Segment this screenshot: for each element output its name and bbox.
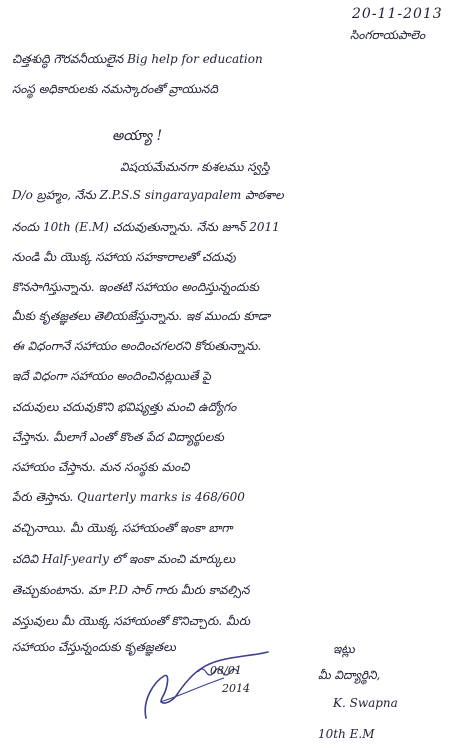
body-line-1: చిత్తశుద్ధి గౌరవనీయులైన Big help for education bbox=[12, 52, 263, 66]
stamp-date-2: 2014 bbox=[222, 682, 250, 695]
body-line-12: సహాయం చేస్తాను. మన సంస్థకు మంచి bbox=[12, 460, 190, 474]
body-line-16: తెచ్చుకుంటాను. మా P.D సార్ గారు మీరు కావల్సిన bbox=[12, 583, 250, 597]
body-line-18: సహాయం చేస్తున్నందుకు కృతజ్ఞతలు bbox=[12, 640, 176, 654]
letter-date: 20-11-2013 bbox=[352, 6, 443, 22]
body-line-15: చదివి Half-yearly లో ఇంకా మంచి మార్కులు bbox=[12, 552, 236, 566]
student-class: 10th E.M bbox=[318, 727, 375, 741]
signature-mark bbox=[140, 638, 290, 728]
body-line-11: చేస్తాను. మీలాగే ఎంతో కొంత పేద విద్యార్థులకు bbox=[12, 430, 224, 444]
body-line-8: ఈ విధంగానే సహాయం అందించగలరని కోరుతున్నాను. bbox=[12, 339, 262, 353]
body-line-9: ఇదే విధంగా సహాయం అందించినట్లయితే పై bbox=[12, 369, 211, 383]
stamp-date-1: 08/01 bbox=[210, 664, 242, 677]
body-line-6: కొనసాగిస్తున్నాను. ఇంతటి సహాయం అందిస్తున్నందుకు bbox=[12, 280, 259, 294]
body-line-17: వస్తువులు మీ యొక్క సహాయంతో కొనిచ్చారు. మీరు bbox=[12, 614, 250, 628]
closing: ఇట్లు bbox=[333, 642, 355, 656]
body-line-4: నందు 10th (E.M) చదువుతున్నాను. నేను జూన్ 2011 bbox=[12, 220, 280, 234]
subject-line: విషయమేమనగా కుశలము స్వస్తి bbox=[120, 160, 270, 174]
body-line-13: పేరు తెస్తాను. Quarterly marks is 468/600 bbox=[12, 490, 245, 504]
salutation: అయ్యా ! bbox=[112, 128, 163, 144]
body-line-10: చదువులు చదువుకొని భవిష్యత్తు మంచి ఉద్యోగం bbox=[12, 400, 237, 414]
body-line-7: మీకు కృతజ్ఞతలు తెలియజేస్తున్నాను. ఇక ముందు కూడా bbox=[12, 309, 271, 323]
body-line-14: వచ్చినాయి. మీ యొక్క సహాయంతో ఇంకా బాగా bbox=[12, 521, 233, 535]
letter-place: సింగరాయపాలెం bbox=[350, 28, 426, 42]
body-line-3: D/o బ్రహ్మం, నేను Z.P.S.S singarayapalem పాఠశాల bbox=[12, 188, 284, 202]
body-line-2: సంస్థ అధికారులకు నమస్కారంతో వ్రాయునది bbox=[12, 82, 218, 96]
student-name: K. Swapna bbox=[333, 696, 398, 710]
body-line-5: నుండి మీ యొక్క సహాయ సహకారాలతో చదువు bbox=[12, 250, 236, 264]
signoff: మీ విద్యార్థిని, bbox=[318, 668, 381, 682]
